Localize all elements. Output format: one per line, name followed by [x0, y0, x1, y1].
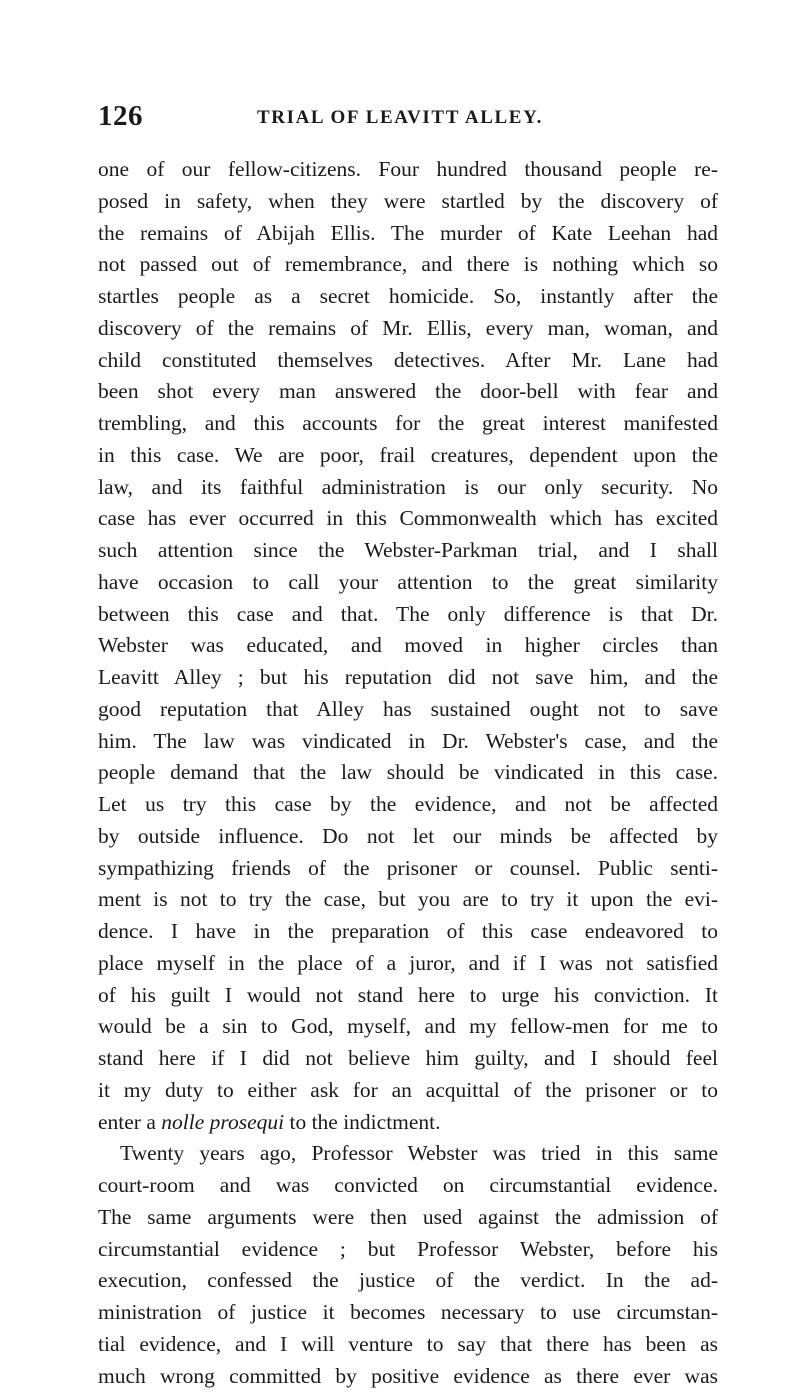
text-line: stand here if I did not believe him guilty, and I should feel — [98, 1043, 718, 1075]
paragraph-1 — [98, 154, 718, 1138]
text-line: case has ever occurred in this Commonwealth which has excited — [98, 503, 718, 535]
text-line: discovery of the remains of Mr. Ellis, every man, woman, and — [98, 313, 718, 345]
text-line: would be a sin to God, myself, and my fellow-men for me to — [98, 1011, 718, 1043]
text-line: Twenty years ago, Professor Webster was tried in this same — [98, 1138, 718, 1170]
text-line: one of our fellow-citizens. Four hundred thousand people re- — [98, 154, 718, 186]
text-line: tial evidence, and I will venture to say that there has been as — [98, 1329, 718, 1361]
text-line: posed in safety, when they were startled by the discovery of — [98, 186, 718, 218]
text-line: child constituted themselves detectives. After Mr. Lane had — [98, 345, 718, 377]
text-line: it my duty to either ask for an acquittal of the prisoner or to — [98, 1075, 718, 1107]
page-header — [0, 100, 800, 136]
body-text — [98, 154, 718, 1392]
text-line: by outside influence. Do not let our minds be affected by — [98, 821, 718, 853]
text-line: between this case and that. The only difference is that Dr. — [98, 599, 718, 631]
text-line: such attention since the Webster-Parkman trial, and I shall — [98, 535, 718, 567]
text-line: the remains of Abijah Ellis. The murder of Kate Leehan had — [98, 218, 718, 250]
page-number: 126 — [98, 100, 143, 133]
text-line: Webster was educated, and moved in higher circles than — [98, 630, 718, 662]
text-line: place myself in the place of a juror, and if I was not satisfied — [98, 948, 718, 980]
text-line: trembling, and this accounts for the great interest manifested — [98, 408, 718, 440]
text-line: sympathizing friends of the prisoner or counsel. Public senti- — [98, 853, 718, 885]
text-line: of his guilt I would not stand here to urge his conviction. It — [98, 980, 718, 1012]
text-line: much wrong committed by positive evidence as there ever was — [98, 1361, 718, 1392]
text-line: law, and its faithful administration is our only security. No — [98, 472, 718, 504]
text-line-last — [98, 1107, 718, 1139]
text-line: circumstantial evidence ; but Professor Webster, before his — [98, 1234, 718, 1266]
text-line: in this case. We are poor, frail creatures, dependent upon the — [98, 440, 718, 472]
italic-term: nolle prosequi — [161, 1110, 284, 1134]
text-line: people demand that the law should be vindicated in this case. — [98, 757, 718, 789]
text-line: not passed out of remembrance, and there is nothing which so — [98, 249, 718, 281]
text-line: him. The law was vindicated in Dr. Webster's case, and the — [98, 726, 718, 758]
text-line: dence. I have in the preparation of this case endeavored to — [98, 916, 718, 948]
text-line: execution, confessed the justice of the verdict. In the ad- — [98, 1265, 718, 1297]
text-line: Leavitt Alley ; but his reputation did not save him, and the — [98, 662, 718, 694]
text-line: court-room and was convicted on circumstantial evidence. — [98, 1170, 718, 1202]
text-run: to the indictment. — [284, 1110, 440, 1134]
text-line: have occasion to call your attention to the great similarity — [98, 567, 718, 599]
text-line: Let us try this case by the evidence, and not be affected — [98, 789, 718, 821]
text-line: ministration of justice it becomes necessary to use circumstan- — [98, 1297, 718, 1329]
text-line: been shot every man answered the door-bell with fear and — [98, 376, 718, 408]
text-line: startles people as a secret homicide. So, instantly after the — [98, 281, 718, 313]
text-line: good reputation that Alley has sustained ought not to save — [98, 694, 718, 726]
text-line: The same arguments were then used against the admission of — [98, 1202, 718, 1234]
running-head: TRIAL OF LEAVITT ALLEY. — [0, 107, 800, 129]
text-run: enter a — [98, 1110, 161, 1134]
paragraph-2 — [98, 1138, 718, 1392]
text-line: ment is not to try the case, but you are to try it upon the evi- — [98, 884, 718, 916]
